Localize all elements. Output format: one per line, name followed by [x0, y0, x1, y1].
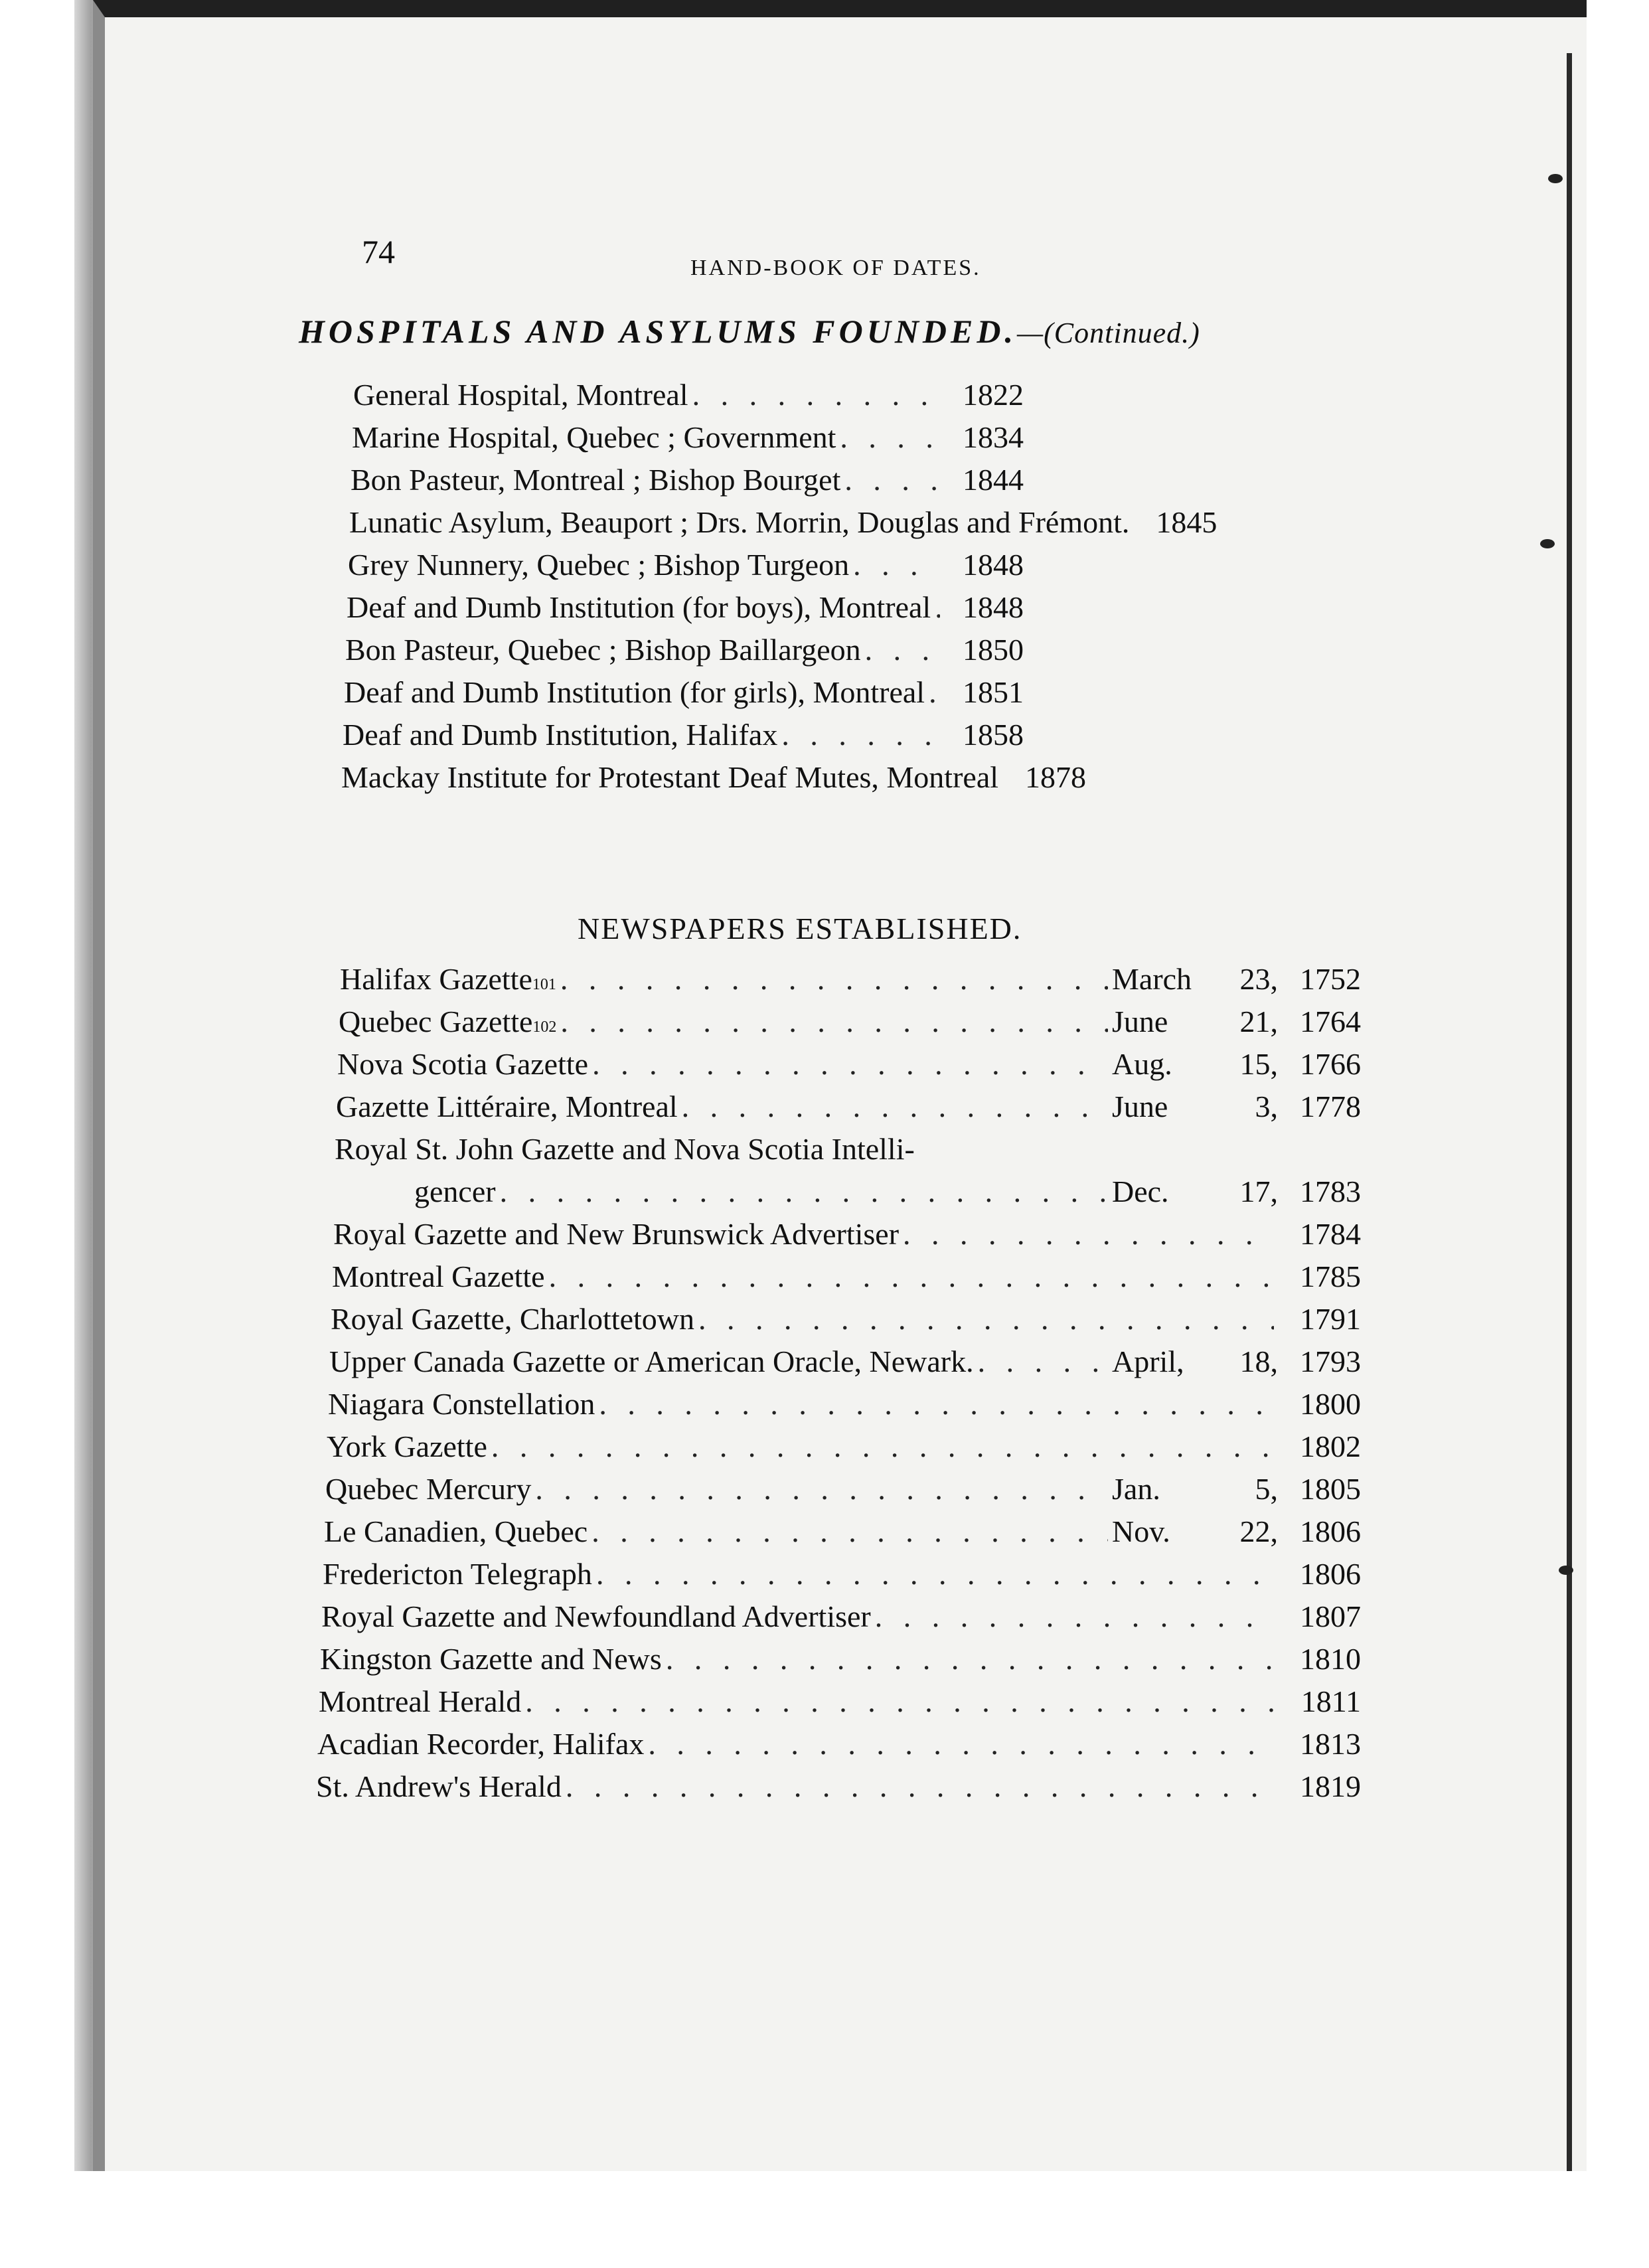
- entry-day: 18,: [1239, 1344, 1278, 1378]
- dot-leader: [596, 1556, 1274, 1591]
- dot-leader: [682, 1089, 1108, 1124]
- footnote-ref: 101: [532, 976, 556, 993]
- entry-year: 1851: [963, 675, 1024, 709]
- list-item: [325, 1471, 1361, 1514]
- dot-leader: [535, 1471, 1108, 1506]
- list-item: [319, 1684, 1361, 1726]
- entry-name: St. Andrew's Herald: [316, 1769, 562, 1803]
- list-item: [333, 1216, 1361, 1259]
- dot-leader: [549, 1259, 1274, 1294]
- list-item: [321, 1599, 1361, 1641]
- entry-name: Bon Pasteur, Quebec ; Bishop Baillargeon: [345, 633, 861, 667]
- entry-name: Mackay Institute for Protestant Deaf Mutes, Montreal: [341, 760, 999, 794]
- dot-leader: [903, 1216, 1274, 1252]
- entry-year: 1764: [1300, 1005, 1361, 1038]
- entry-year: 1805: [1300, 1472, 1361, 1506]
- entry-year: 1806: [1300, 1514, 1361, 1548]
- entry-year: 1819: [1300, 1769, 1361, 1803]
- list-item: [344, 675, 1024, 717]
- entry-name: Le Canadien, Quebec: [324, 1514, 588, 1548]
- entry-year: 1791: [1300, 1302, 1361, 1336]
- dot-leader: [853, 547, 940, 582]
- entry-day: 22,: [1239, 1514, 1278, 1548]
- dot-leader: [698, 1301, 1274, 1336]
- entry-year: 1766: [1300, 1047, 1361, 1081]
- binding-mark: [1548, 174, 1563, 183]
- dot-leader: [491, 1429, 1274, 1464]
- list-item: [351, 462, 1024, 505]
- list-item: [337, 1046, 1361, 1089]
- entry-name-continuation: gencer: [414, 1174, 496, 1208]
- binding-mark: [1540, 539, 1555, 548]
- list-item: [352, 420, 1024, 462]
- entry-month: Dec.: [1112, 1174, 1169, 1208]
- entry-month: March: [1112, 962, 1192, 996]
- list-item: [414, 1174, 1361, 1216]
- page-number: 74: [362, 233, 395, 270]
- dot-leader: [592, 1046, 1108, 1082]
- entry-name: Royal Gazette, Charlottetown: [331, 1302, 695, 1336]
- list-item: [349, 505, 1217, 547]
- list-item: [347, 590, 1024, 632]
- dot-leader: [929, 675, 940, 710]
- running-head: HAND-BOOK OF DATES.: [690, 256, 981, 280]
- entry-name: Montreal Gazette: [332, 1259, 545, 1293]
- entry-month: Aug.: [1112, 1047, 1172, 1081]
- entry-year: 1844: [963, 463, 1024, 497]
- dot-leader: [781, 717, 940, 752]
- entry-year: 1850: [963, 633, 1024, 667]
- entry-name: Quebec Gazette: [339, 1005, 533, 1038]
- entry-year: 1793: [1300, 1344, 1361, 1378]
- entry-year: 1810: [1300, 1642, 1361, 1676]
- list-item: [336, 1089, 1361, 1131]
- dot-leader: [840, 420, 940, 455]
- entry-day: 3,: [1255, 1090, 1278, 1123]
- entry-year: 1858: [963, 718, 1024, 752]
- list-item: [324, 1514, 1361, 1556]
- section-title-text: HOSPITALS AND ASYLUMS FOUNDED.: [299, 313, 1018, 350]
- entry-name: General Hospital, Montreal: [353, 378, 688, 412]
- section-title-newspapers: NEWSPAPERS ESTABLISHED.: [578, 912, 1022, 945]
- dot-leader: [566, 1769, 1274, 1804]
- list-item: [341, 760, 1087, 802]
- entry-name: Quebec Mercury: [325, 1472, 532, 1506]
- entry-name: Lunatic Asylum, Beauport ; Drs. Morrin, Douglas and Frémont.: [349, 505, 1130, 539]
- entry-month: June: [1112, 1090, 1168, 1123]
- entry-year: 1848: [963, 548, 1024, 582]
- entry-name: Acadian Recorder, Halifax: [317, 1727, 645, 1761]
- list-item: [340, 961, 1361, 1004]
- entry-name: Fredericton Telegraph: [323, 1557, 592, 1591]
- entry-name: Montreal Herald: [319, 1684, 522, 1718]
- list-item: [332, 1259, 1361, 1301]
- list-item: [323, 1556, 1361, 1599]
- entry-name: Upper Canada Gazette or American Oracle, Newark.: [329, 1344, 974, 1378]
- entry-name: Deaf and Dumb Institution (for girls), Montreal: [344, 675, 925, 709]
- list-item: [345, 632, 1024, 675]
- dot-leader: [692, 377, 940, 412]
- entry-name: Halifax Gazette: [340, 962, 532, 996]
- entry-month: Nov.: [1112, 1514, 1170, 1548]
- entry-name: Deaf and Dumb Institution (for boys), Montreal: [347, 590, 931, 624]
- entry-year: 1800: [1300, 1387, 1361, 1421]
- entry-name: Bon Pasteur, Montreal ; Bishop Bourget: [351, 463, 841, 497]
- footnote-ref: 102: [532, 1018, 557, 1036]
- entry-year: 1845: [1156, 505, 1217, 539]
- entry-year: 1778: [1300, 1090, 1361, 1123]
- entry-year: 1813: [1300, 1727, 1361, 1761]
- entry-year: 1802: [1300, 1429, 1361, 1463]
- list-item: [339, 1004, 1361, 1046]
- dot-leader: [500, 1174, 1108, 1209]
- entry-year: 1783: [1300, 1174, 1361, 1208]
- continued-note: —(Continued.): [1017, 317, 1200, 349]
- list-item: [353, 377, 1024, 420]
- entry-month: Jan.: [1112, 1472, 1160, 1506]
- list-item: [348, 547, 1024, 590]
- entry-year: 1878: [1025, 760, 1087, 794]
- dot-leader: [599, 1386, 1274, 1421]
- entry-day: 21,: [1239, 1005, 1278, 1038]
- entry-name: Gazette Littéraire, Montreal: [336, 1090, 678, 1123]
- list-item: [328, 1386, 1361, 1429]
- entry-day: 23,: [1239, 962, 1278, 996]
- entry-name: Nova Scotia Gazette: [337, 1047, 589, 1081]
- entry-month: April,: [1112, 1344, 1184, 1378]
- entry-year: 1785: [1300, 1259, 1361, 1293]
- list-item: [316, 1769, 1361, 1811]
- list-item: [317, 1726, 1361, 1769]
- dot-leader: [648, 1726, 1274, 1761]
- list-item: [327, 1429, 1361, 1471]
- entry-name: Niagara Constellation: [328, 1387, 595, 1421]
- entry-month: June: [1112, 1005, 1168, 1038]
- list-item: [331, 1301, 1361, 1344]
- page-edge: [1567, 53, 1572, 2178]
- entry-year: 1822: [963, 378, 1024, 412]
- entry-year: 1807: [1300, 1599, 1361, 1633]
- list-item: [343, 717, 1024, 760]
- dot-leader: [560, 1004, 1108, 1039]
- dot-leader: [525, 1684, 1274, 1719]
- dot-leader: [865, 632, 940, 667]
- dot-leader: [666, 1641, 1274, 1676]
- entry-day: 5,: [1255, 1472, 1278, 1506]
- entry-name: Royal St. John Gazette and Nova Scotia Intelli-: [335, 1132, 915, 1166]
- dot-leader: [844, 462, 940, 497]
- entry-name: York Gazette: [327, 1429, 487, 1463]
- entry-name: Deaf and Dumb Institution, Halifax: [343, 718, 778, 752]
- dot-leader: [875, 1599, 1274, 1634]
- dot-leader: [935, 590, 940, 625]
- entry-day: 17,: [1239, 1174, 1278, 1208]
- entry-year: 1752: [1300, 962, 1361, 996]
- section-title-hospitals: [299, 312, 1200, 351]
- scan-margin: [0, 2171, 1649, 2268]
- entry-name: Royal Gazette and Newfoundland Advertiser: [321, 1599, 871, 1633]
- entry-year: 1784: [1300, 1217, 1361, 1251]
- entry-year: 1848: [963, 590, 1024, 624]
- list-item: [320, 1641, 1361, 1684]
- entry-year: 1806: [1300, 1557, 1361, 1591]
- entry-name: Marine Hospital, Quebec ; Government: [352, 420, 836, 454]
- entry-year: 1811: [1300, 1684, 1361, 1718]
- entry-name: Grey Nunnery, Quebec ; Bishop Turgeon: [348, 548, 850, 582]
- dot-leader: [978, 1344, 1108, 1379]
- binding-mark: [1559, 1566, 1573, 1575]
- entry-name: Royal Gazette and New Brunswick Advertiser: [333, 1217, 900, 1251]
- entry-name: Kingston Gazette and News: [320, 1642, 662, 1676]
- entry-year: 1834: [963, 420, 1024, 454]
- entry-day: 15,: [1239, 1047, 1278, 1081]
- dot-leader: [560, 961, 1108, 997]
- dot-leader: [591, 1514, 1108, 1549]
- list-item: [329, 1344, 1361, 1386]
